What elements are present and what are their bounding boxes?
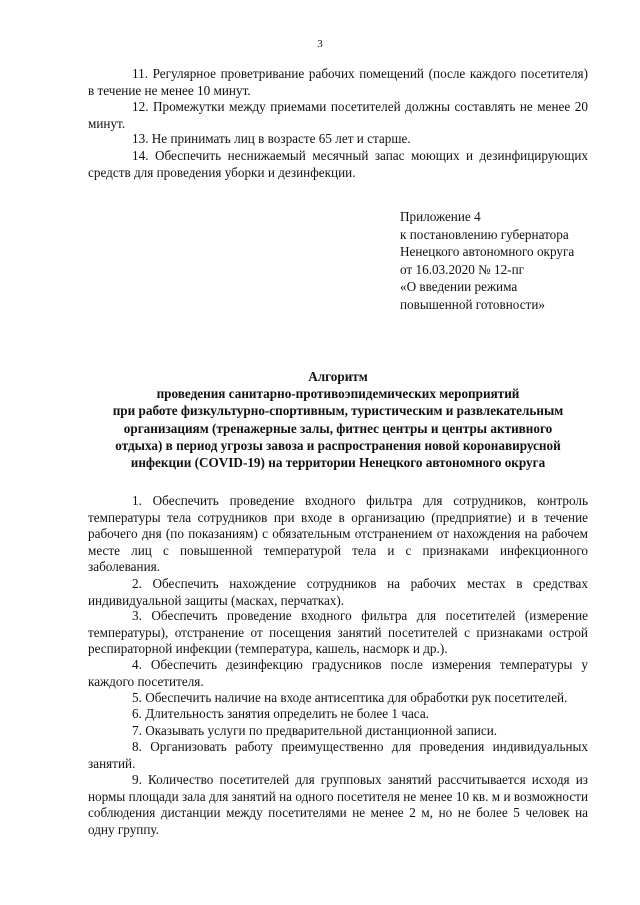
appendix-line: от 16.03.2020 № 12-пг [400,261,525,277]
list-item-12: 12. Промежутки между приемами посетителей должны составлять не менее 20 минут. [88,99,588,131]
list-item-14: 14. Обеспечить неснижаемый месячный запас моющих и дезинфицирующих средств для проведения уборки и дезинфекции. [88,148,588,180]
title-line: организациям (тренажерные залы, фитнес центры и центры активного [123,420,553,436]
algorithm-item-4: 4. Обеспечить дезинфекцию градусников после измерения температуры у каждого посетителя. [88,657,588,689]
title-line: инфекции (COVID-19) на территории Ненецкого автономного округа [130,455,546,471]
algorithm-item-8: 8. Организовать работу преимущественно для проведения индивидуальных занятий. [88,739,588,771]
algorithm-item-3: 3. Обеспечить проведение входного фильтра для посетителей (измерение температуры), отстранение от посещения занятий посетителей с признаками острой респираторной инфекции (температура, кашель, насморк и др.). [88,608,588,656]
algorithm-item-7: 7. Оказывать услуги по предварительной дистанционной записи. [132,723,498,738]
appendix-line: повышенной готовности» [400,296,545,312]
appendix-block [400,208,610,313]
appendix-line: «О введении режима [400,279,518,294]
appendix-line: Приложение 4 [400,209,481,224]
title-line: Алгоритм [308,369,368,384]
document-title [88,368,588,471]
title-line: проведения санитарно-противоэпидемических мероприятий [156,386,520,402]
algorithm-item-1: 1. Обеспечить проведение входного фильтра для сотрудников, контроль температуры тела сотрудников при входе в организацию (предприятие) и в течение рабочего дня (по показаниям) с обязательным отстранением от нахождения на рабочем месте лиц с повышенной температурой тела и с признаками инфекционного заболевания. [88,493,588,574]
title-line: при работе физкультурно-спортивным, туристическим и развлекательным [112,403,564,419]
list-item-13: 13. Не принимать лиц в возрасте 65 лет и старше. [132,131,411,146]
algorithm-item-6: 6. Длительность занятия определить не более 1 часа. [132,706,429,721]
appendix-line: к постановлению губернатора [400,226,569,242]
algorithm-item-5: 5. Обеспечить наличие на входе антисептика для обработки рук посетителей. [132,690,568,705]
algorithm-item-9: 9. Количество посетителей для групповых занятий рассчитывается исходя из нормы площади зала для занятий на одного посетителя не менее 10 кв. м и возможности соблюдения дистанции между посетителями не менее 2 м, но не более 5 человек на одну группу. [88,772,588,837]
page-number: 3 [317,38,323,50]
list-item-11: 11. Регулярное проветривание рабочих помещений (после каждого посетителя) в течение не менее 10 минут. [88,66,588,98]
title-line: отдыха) в период угрозы завоза и распространения новой коронавирусной [115,437,561,453]
appendix-line: Ненецкого автономного округа [400,244,575,259]
algorithm-item-2: 2. Обеспечить нахождение сотрудников на рабочих местах в средствах индивидуальной защиты (масках, перчатках). [88,576,588,608]
